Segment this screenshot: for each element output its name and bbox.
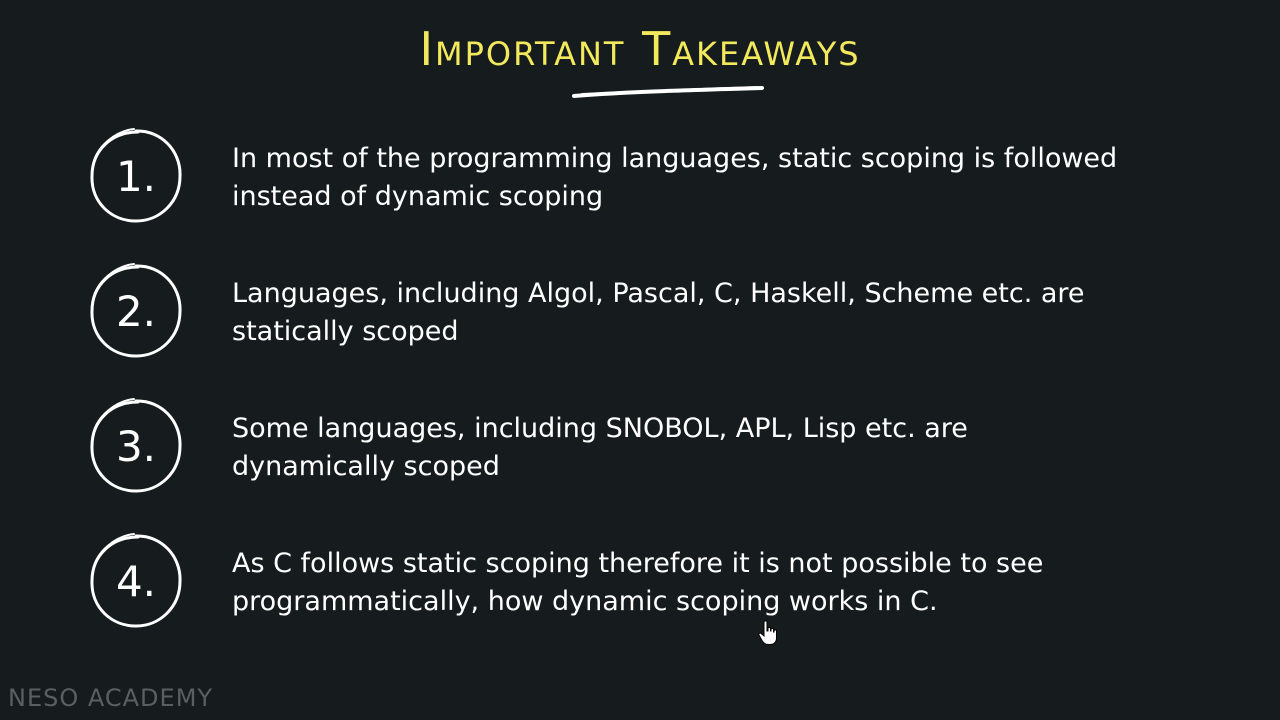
title-underline	[572, 82, 772, 102]
item-text: As C follows static scoping therefore it is not possible to see programmatically, how dynamic scoping works in C.	[232, 548, 1044, 617]
takeaway-item-3	[0, 396, 1280, 506]
hand-pointer-icon	[758, 620, 778, 646]
item-text: Some languages, including SNOBOL, APL, Lisp etc. are dynamically scoped	[232, 413, 968, 482]
slide-title: Important Takeaways	[419, 22, 861, 76]
takeaway-item-1	[0, 126, 1280, 236]
item-text: In most of the programming languages, static scoping is followed instead of dynamic scoping	[232, 143, 1118, 212]
item-text: Languages, including Algol, Pascal, C, Haskell, Scheme etc. are statically scoped	[232, 278, 1085, 347]
takeaway-item-2	[0, 261, 1280, 371]
item-number: 2.	[115, 286, 157, 336]
item-number: 4.	[115, 556, 157, 606]
watermark-logo: NESO ACADEMY	[8, 684, 214, 712]
item-number: 1.	[115, 151, 157, 201]
takeaway-item-4	[0, 531, 1280, 641]
item-number: 3.	[115, 421, 157, 471]
